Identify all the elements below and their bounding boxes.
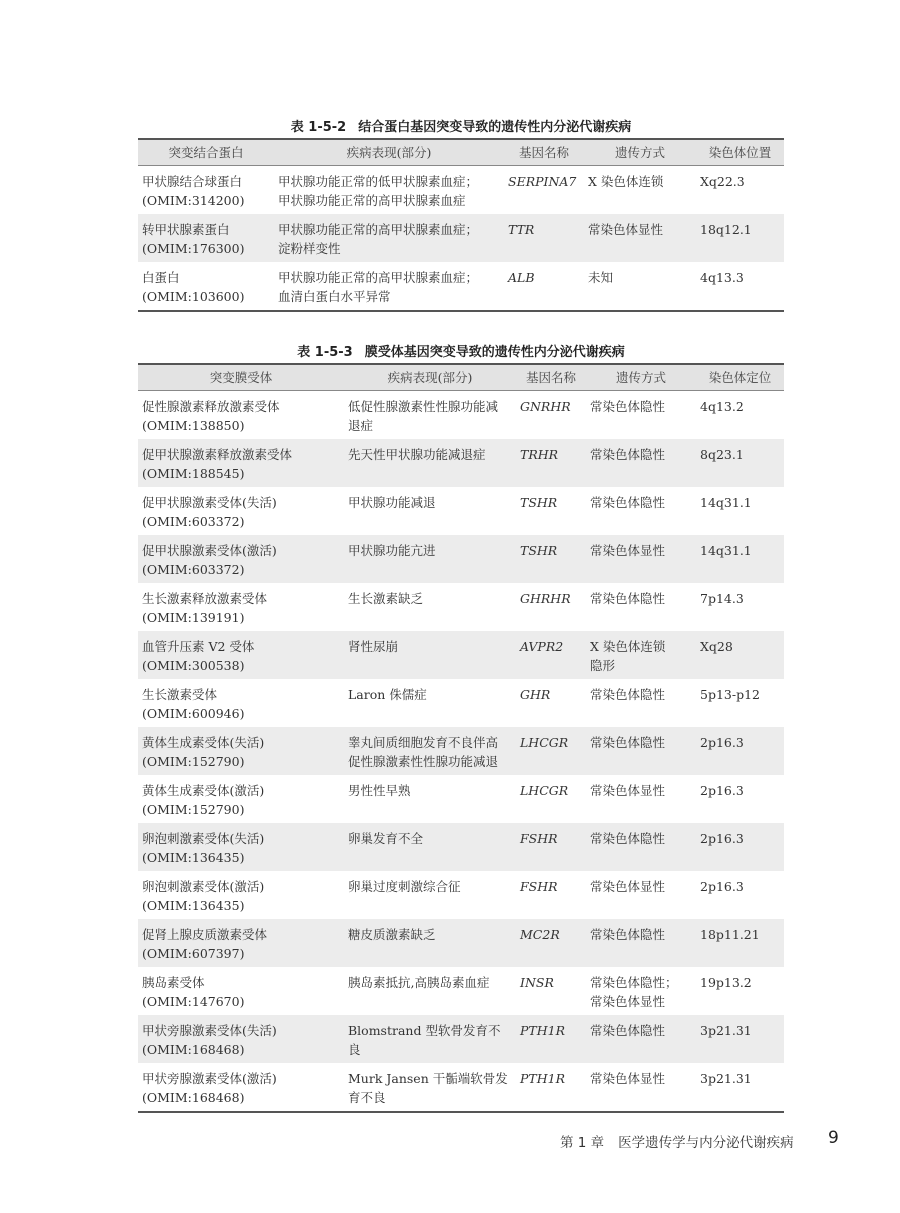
inheritance-text: 常染色体隐性 [590,831,666,846]
page-number: 9 [828,1128,839,1148]
omim-id: (OMIM:139191) [142,610,245,625]
table-row [138,391,784,440]
cell-locus [696,871,784,919]
table-row [138,919,784,967]
column-header: 疾病表现(部分) [274,139,504,166]
entity-name: 促甲状腺激素受体(失活) [142,495,277,510]
table-row [138,1063,784,1112]
cell-disease [344,439,516,487]
gene-name: GHRHR [520,591,571,606]
cell-inheritance [586,535,696,583]
cell-gene [516,871,586,919]
disease-text: 甲状腺功能正常的高甲状腺素血症； [278,270,479,285]
column-header: 疾病表现(部分) [344,364,516,391]
entity-name: 甲状旁腺激素受体(失活) [142,1023,277,1038]
cell-inheritance [584,214,696,262]
cell-disease [344,823,516,871]
gene-name: TSHR [520,543,558,558]
column-header: 染色体定位 [696,364,784,391]
omim-id: (OMIM:147670) [142,994,245,1009]
chromosome-locus: 4q13.2 [700,399,744,414]
cell-locus [696,727,784,775]
gene-name: TSHR [520,495,558,510]
inheritance-text: 常染色体显性 [590,543,666,558]
table-row [138,871,784,919]
gene-name: PTH1R [520,1023,566,1038]
chromosome-locus: 19p13.2 [700,975,752,990]
omim-id: (OMIM:603372) [142,562,245,577]
entity-name: 促性腺激素释放激素受体 [142,399,280,414]
cell-name [138,535,344,583]
chromosome-locus: 2p16.3 [700,783,744,798]
cell-inheritance [586,391,696,440]
cell-locus [696,166,784,215]
cell-gene [516,583,586,631]
cell-gene [516,487,586,535]
gene-name: MC2R [520,927,560,942]
disease-text: 淀粉样变性 [278,241,341,256]
cell-gene [516,391,586,440]
column-header: 突变结合蛋白 [138,139,274,166]
cell-inheritance [584,166,696,215]
cell-locus [696,823,784,871]
cell-locus [696,919,784,967]
gene-name: FSHR [520,879,558,894]
disease-text: 卵巢过度刺激综合征 [348,879,461,894]
cell-locus [696,679,784,727]
disease-text: 卵巢发育不全 [348,831,424,846]
cell-inheritance [586,775,696,823]
cell-gene [504,166,584,215]
column-header: 基因名称 [504,139,584,166]
table-row [138,967,784,1015]
cell-disease [344,1063,516,1112]
entity-name: 促甲状腺激素释放激素受体 [142,447,293,462]
table-row [138,439,784,487]
entity-name: 生长激素释放激素受体 [142,591,268,606]
cell-locus [696,775,784,823]
inheritance-text: 常染色体隐性 [590,447,666,462]
cell-name [138,919,344,967]
entity-name: 促肾上腺皮质激素受体 [142,927,268,942]
cell-gene [516,727,586,775]
omim-id: (OMIM:103600) [142,289,245,304]
omim-id: (OMIM:603372) [142,514,245,529]
cell-disease [344,391,516,440]
inheritance-text: 常染色体隐性； [590,975,678,990]
chromosome-locus: 14q31.1 [700,543,752,558]
chromosome-locus: 18q12.1 [700,222,752,237]
entity-name: 胰岛素受体 [142,975,205,990]
table-row [138,679,784,727]
gene-name: LHCGR [520,783,569,798]
omim-id: (OMIM:176300) [142,241,245,256]
cell-name [138,775,344,823]
table-row [138,535,784,583]
table-2-header-row [138,364,784,391]
chapter-title: 医学遗传学与内分泌代谢疾病 [618,1135,794,1151]
table-row [138,631,784,679]
disease-text: 甲状腺功能亢进 [348,543,436,558]
disease-text: 促性腺激素性性腺功能减退 [348,754,499,769]
cell-locus [696,1015,784,1063]
entity-name: 血管升压素 V2 受体 [142,639,255,654]
table-row [138,1015,784,1063]
inheritance-text: 常染色体显性 [588,222,664,237]
table-1-number: 表 1-5-2 [290,120,347,135]
cell-inheritance [586,1015,696,1063]
inheritance-text: X 染色体连锁 [588,174,664,189]
table-row [138,775,784,823]
chromosome-locus: 2p16.3 [700,735,744,750]
cell-inheritance [586,631,696,679]
cell-locus [696,439,784,487]
cell-disease [344,583,516,631]
omim-id: (OMIM:138850) [142,418,245,433]
chromosome-locus: Xq28 [700,639,733,654]
cell-name [138,631,344,679]
inheritance-text: 常染色体隐性 [590,735,666,750]
entity-name: 转甲状腺素蛋白 [142,222,230,237]
chromosome-locus: 18p11.21 [700,927,760,942]
cell-name [138,823,344,871]
cell-disease [344,919,516,967]
cell-name [138,391,344,440]
cell-name [138,262,274,311]
chromosome-locus: 4q13.3 [700,270,744,285]
table-row [138,487,784,535]
column-header: 突变膜受体 [138,364,344,391]
table-row [138,262,784,311]
table-1-caption [138,116,784,135]
omim-id: (OMIM:188545) [142,466,245,481]
cell-locus [696,487,784,535]
cell-locus [696,967,784,1015]
table-1-title: 结合蛋白基因突变导致的遗传性内分泌代谢疾病 [358,120,632,135]
inheritance-text: 常染色体显性 [590,783,666,798]
entity-name: 生长激素受体 [142,687,218,702]
inheritance-text: 常染色体显性 [590,879,666,894]
disease-text: 血清白蛋白水平异常 [278,289,391,304]
inheritance-text: 常染色体隐性 [590,495,666,510]
table-row [138,214,784,262]
chromosome-locus: 7p14.3 [700,591,744,606]
disease-text: 睾丸间质细胞发育不良伴高 [348,735,499,750]
cell-name [138,1015,344,1063]
table-2-title: 膜受体基因突变导致的遗传性内分泌代谢疾病 [364,345,625,360]
cell-name [138,214,274,262]
inheritance-text: 常染色体隐性 [590,1023,666,1038]
entity-name: 促甲状腺激素受体(激活) [142,543,277,558]
cell-gene [516,823,586,871]
entity-name: 黄体生成素受体(激活) [142,783,265,798]
cell-locus [696,583,784,631]
cell-disease [274,262,504,311]
cell-inheritance [586,727,696,775]
entity-name: 甲状腺结合球蛋白 [142,174,243,189]
cell-inheritance [586,439,696,487]
chromosome-locus: 3p21.31 [700,1071,752,1086]
cell-disease [344,775,516,823]
disease-text: 育不良 [348,1090,386,1105]
inheritance-text: 隐形 [590,658,616,673]
cell-locus [696,535,784,583]
inheritance-text: 常染色体显性 [590,994,666,1009]
disease-text: 男性性早熟 [348,783,411,798]
cell-name [138,166,274,215]
disease-text: 甲状腺功能减退 [348,495,436,510]
table-2-number: 表 1-5-3 [297,345,353,360]
chapter-number: 第 1 章 [560,1135,605,1151]
chromosome-locus: 2p16.3 [700,879,744,894]
omim-id: (OMIM:136435) [142,898,245,913]
entity-name: 卵泡刺激素受体(失活) [142,831,265,846]
omim-id: (OMIM:168468) [142,1090,245,1105]
cell-inheritance [586,1063,696,1112]
table-1-header-row [138,139,784,166]
gene-name: AVPR2 [520,639,564,654]
cell-gene [516,1015,586,1063]
cell-inheritance [586,967,696,1015]
disease-text: 先天性甲状腺功能减退症 [348,447,486,462]
gene-name: ALB [508,270,535,285]
omim-id: (OMIM:136435) [142,850,245,865]
cell-disease [344,727,516,775]
entity-name: 卵泡刺激素受体(激活) [142,879,265,894]
running-footer [560,1131,794,1151]
cell-inheritance [586,823,696,871]
entity-name: 黄体生成素受体(失活) [142,735,265,750]
omim-id: (OMIM:314200) [142,193,245,208]
cell-disease [344,967,516,1015]
cell-gene [516,775,586,823]
cell-inheritance [586,583,696,631]
cell-locus [696,214,784,262]
disease-text: 甲状腺功能正常的高甲状腺素血症 [278,193,466,208]
cell-inheritance [586,871,696,919]
column-header: 遗传方式 [586,364,696,391]
gene-name: LHCGR [520,735,569,750]
cell-disease [344,1015,516,1063]
inheritance-text: X 染色体连锁 [590,639,666,654]
column-header: 遗传方式 [584,139,696,166]
disease-text: 甲状腺功能正常的低甲状腺素血症； [278,174,479,189]
cell-disease [274,214,504,262]
inheritance-text: 常染色体隐性 [590,399,666,414]
cell-disease [344,871,516,919]
cell-name [138,439,344,487]
inheritance-text: 常染色体显性 [590,1071,666,1086]
cell-name [138,487,344,535]
cell-inheritance [586,487,696,535]
cell-locus [696,391,784,440]
omim-id: (OMIM:300538) [142,658,245,673]
cell-gene [504,214,584,262]
inheritance-text: 常染色体隐性 [590,927,666,942]
cell-gene [516,631,586,679]
disease-text: 退症 [348,418,374,433]
cell-name [138,727,344,775]
gene-name: GHR [520,687,551,702]
disease-text: Murk Jansen 干骺端软骨发 [348,1071,508,1086]
omim-id: (OMIM:607397) [142,946,245,961]
chromosome-locus: Xq22.3 [700,174,745,189]
chromosome-locus: 3p21.31 [700,1023,752,1038]
disease-text: Blomstrand 型软骨发育不良 [348,1023,501,1057]
cell-inheritance [584,262,696,311]
table-2-caption [138,341,784,360]
omim-id: (OMIM:152790) [142,802,245,817]
disease-text: Laron 侏儒症 [348,687,427,702]
column-header: 染色体位置 [696,139,784,166]
chromosome-locus: 14q31.1 [700,495,752,510]
cell-locus [696,1063,784,1112]
cell-disease [344,487,516,535]
table-row [138,583,784,631]
disease-text: 甲状腺功能正常的高甲状腺素血症； [278,222,479,237]
table-1 [138,138,784,312]
gene-name: GNRHR [520,399,571,414]
gene-name: SERPINA7 [508,174,577,189]
gene-name: TTR [508,222,535,237]
cell-gene [516,1063,586,1112]
inheritance-text: 未知 [588,270,614,285]
cell-name [138,871,344,919]
omim-id: (OMIM:600946) [142,706,245,721]
gene-name: FSHR [520,831,558,846]
cell-disease [344,535,516,583]
cell-disease [344,631,516,679]
gene-name: PTH1R [520,1071,566,1086]
disease-text: 胰岛素抵抗,高胰岛素血症 [348,975,490,990]
cell-gene [516,679,586,727]
cell-gene [516,439,586,487]
table-row [138,823,784,871]
omim-id: (OMIM:152790) [142,754,245,769]
inheritance-text: 常染色体隐性 [590,591,666,606]
cell-name [138,583,344,631]
omim-id: (OMIM:168468) [142,1042,245,1057]
chromosome-locus: 8q23.1 [700,447,744,462]
disease-text: 肾性尿崩 [348,639,399,654]
chromosome-locus: 5p13-p12 [700,687,760,702]
gene-name: TRHR [520,447,559,462]
cell-disease [344,679,516,727]
cell-disease [274,166,504,215]
entity-name: 白蛋白 [142,270,180,285]
table-row [138,727,784,775]
cell-gene [516,967,586,1015]
cell-locus [696,262,784,311]
cell-locus [696,631,784,679]
cell-inheritance [586,919,696,967]
column-header: 基因名称 [516,364,586,391]
cell-gene [504,262,584,311]
inheritance-text: 常染色体隐性 [590,687,666,702]
cell-gene [516,919,586,967]
cell-name [138,967,344,1015]
disease-text: 生长激素缺乏 [348,591,424,606]
chromosome-locus: 2p16.3 [700,831,744,846]
cell-name [138,1063,344,1112]
gene-name: INSR [520,975,554,990]
cell-inheritance [586,679,696,727]
disease-text: 糖皮质激素缺乏 [348,927,436,942]
cell-gene [516,535,586,583]
table-2 [138,363,784,1113]
disease-text: 低促性腺激素性性腺功能减 [348,399,499,414]
table-row [138,166,784,215]
entity-name: 甲状旁腺激素受体(激活) [142,1071,277,1086]
cell-name [138,679,344,727]
